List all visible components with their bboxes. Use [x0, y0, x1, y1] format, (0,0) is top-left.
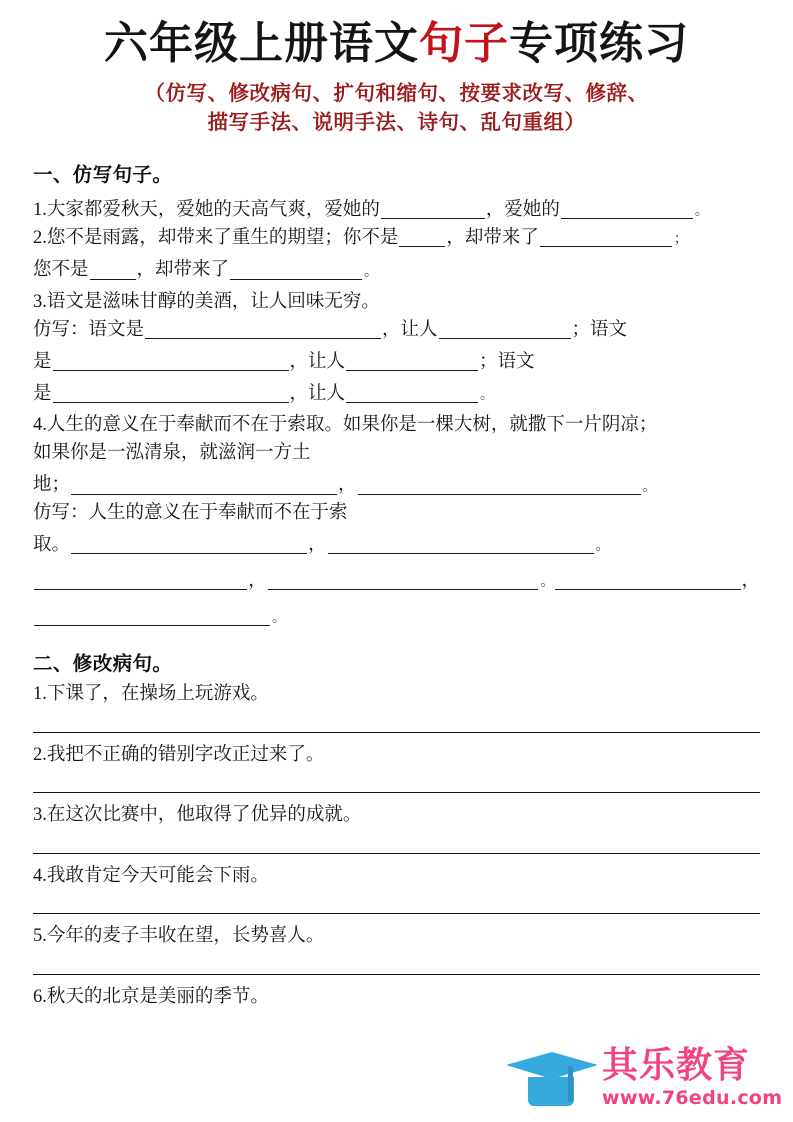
title-segment-3: 专项练习: [509, 18, 689, 69]
title-segment-1: 六年级上册语文: [104, 18, 419, 69]
exercise-2-2: [33, 746, 760, 765]
section-one-heading: 一、仿写句子。: [33, 165, 173, 187]
item-number: 1.: [33, 684, 47, 705]
item-text-b: ，却带来了: [446, 227, 539, 248]
answer-rule[interactable]: [33, 974, 760, 975]
exercise-1-3-line-1: [33, 320, 760, 339]
title-block: [33, 0, 760, 137]
blank-field[interactable]: [346, 352, 478, 371]
item-text: 在这次比赛中，他取得了优异的成就。: [46, 805, 362, 826]
answer-rule[interactable]: [33, 913, 760, 914]
item-text-b: ，却带来了: [136, 260, 230, 280]
blank-field[interactable]: [358, 475, 641, 494]
comma-mark: ，: [741, 570, 761, 591]
watermark-logo: [506, 1042, 783, 1116]
exercise-1-4-imitate-line-1: [33, 504, 760, 523]
item-number: 3.: [33, 291, 47, 312]
item-prompt: 语文是滋味甘醇的美酒，让人回味无穷。: [46, 291, 380, 312]
comma-mark: ，: [338, 475, 357, 495]
item-number: 2.: [33, 227, 47, 248]
item-text-a: 取。: [33, 534, 71, 555]
exercise-1-4-prompt-line-2: [33, 444, 760, 463]
page-subtitle: [33, 79, 760, 137]
comma-mark: ，: [308, 534, 327, 555]
blank-field[interactable]: [71, 535, 307, 554]
blank-field[interactable]: [328, 535, 594, 554]
blank-field[interactable]: [381, 200, 485, 219]
item-number: 4.: [33, 865, 47, 886]
period-mark: 。: [642, 479, 657, 495]
exercise-2-1: [33, 685, 760, 704]
item-number: 5.: [33, 926, 47, 947]
item-text-c: ；语文: [571, 319, 628, 340]
blank-field[interactable]: [439, 320, 571, 339]
answer-rule[interactable]: [33, 732, 760, 733]
item-text-a: 是: [33, 383, 52, 404]
blank-field[interactable]: [34, 607, 270, 626]
item-number: 2.: [33, 744, 47, 765]
item-text: 今年的麦子丰收在望，长势喜人。: [46, 926, 325, 947]
exercise-2-5: [33, 927, 760, 946]
item-text-a: 是: [33, 351, 52, 372]
answer-rule[interactable]: [33, 792, 760, 793]
exercise-1-3-line-2: [33, 352, 760, 371]
item-text-b: ，爱她的: [485, 199, 560, 220]
item-text-a: 您不是: [33, 260, 89, 280]
item-text: 仿写：人生的意义在于奉献而不在于索: [33, 502, 348, 523]
title-segment-highlight: 句子: [419, 18, 509, 69]
exercise-1-2-line-2: [33, 260, 760, 279]
section-two-heading: 二、修改病句。: [33, 654, 173, 676]
exercise-1-4-imitate-line-2: [33, 535, 760, 554]
exercise-1-4-prompt-line-1: [33, 416, 760, 435]
item-prompt: 人生的意义在于奉献而不在于索取。如果你是一棵大树，就撒下一片阴凉；: [46, 415, 658, 436]
answer-rule[interactable]: [33, 853, 760, 854]
blank-field[interactable]: [53, 352, 289, 371]
blank-field[interactable]: [268, 571, 539, 590]
blank-field[interactable]: [561, 200, 693, 219]
item-prompt-cont: 如果你是一泓清泉，就滋润一方土: [33, 442, 311, 463]
period-mark: 。: [480, 388, 495, 404]
blank-field[interactable]: [399, 228, 445, 247]
subtitle-line-1: （仿写、修改病句、扩句和缩句、按要求改写、修辞、: [144, 80, 649, 105]
exercise-2-6: [33, 988, 760, 1007]
item-number: 3.: [33, 805, 47, 826]
blank-field[interactable]: [540, 228, 672, 247]
blank-field[interactable]: [71, 475, 337, 494]
blank-field[interactable]: [346, 384, 478, 403]
period-mark: 。: [540, 575, 555, 591]
brand-name: 其乐教育: [602, 1045, 751, 1087]
item-text: 下课了，在操场上玩游戏。: [46, 684, 269, 705]
item-number: 4.: [33, 415, 47, 436]
period-mark: 。: [364, 264, 379, 280]
subtitle-line-2: 描写手法、说明手法、诗句、乱句重组）: [207, 110, 586, 135]
exercise-2-3: [33, 806, 760, 825]
period-mark: 。: [694, 204, 709, 220]
period-mark: 。: [272, 611, 286, 627]
brand-url: www.76edu.com: [602, 1086, 783, 1109]
exercise-1-4-line-3: [33, 475, 760, 494]
exercise-2-4: [33, 867, 760, 886]
item-text-a: 仿写：语文是: [33, 319, 145, 340]
item-text-b: ，让人: [289, 351, 346, 372]
blank-field[interactable]: [145, 320, 381, 339]
item-text: 秋天的北京是美丽的季节。: [46, 986, 269, 1007]
item-text-c: ；语文: [479, 351, 535, 372]
page-title: [33, 18, 760, 70]
item-text: 我把不正确的错别字改正过来了。: [46, 744, 325, 765]
item-text-b: ，让人: [289, 383, 346, 404]
blank-field[interactable]: [34, 571, 247, 590]
blank-field[interactable]: [90, 260, 136, 279]
logo-text-group: [602, 1045, 783, 1110]
blank-field[interactable]: [555, 571, 740, 590]
item-text-a: 大家都爱秋天，爱她的天高气爽，爱她的: [46, 199, 380, 220]
exercise-1-3-line-3: [33, 384, 760, 403]
item-text: 我敢肯定今天可能会下雨。: [46, 865, 269, 886]
exercise-1-4-imitate-line-4: [33, 607, 760, 626]
item-number: 1.: [33, 199, 47, 220]
exercise-1-1: [33, 200, 760, 219]
exercise-1-2-line-1: [33, 228, 760, 247]
exercise-1-4-imitate-line-3: [33, 571, 760, 590]
semicolon-mark: ；: [673, 232, 688, 248]
item-text-a: 您不是雨露，却带来了重生的期望；你不是: [46, 227, 399, 248]
cap-tassel: [568, 1066, 573, 1102]
item-text-a: 地；: [33, 475, 71, 495]
comma-mark: ，: [248, 570, 267, 591]
item-number: 6.: [33, 986, 47, 1007]
graduation-cap-icon: [506, 1046, 598, 1112]
blank-field[interactable]: [230, 260, 362, 279]
blank-field[interactable]: [53, 384, 289, 403]
item-text-b: ，让人: [382, 319, 438, 340]
period-mark: 。: [595, 539, 610, 555]
exercise-1-3-prompt: [33, 293, 760, 312]
